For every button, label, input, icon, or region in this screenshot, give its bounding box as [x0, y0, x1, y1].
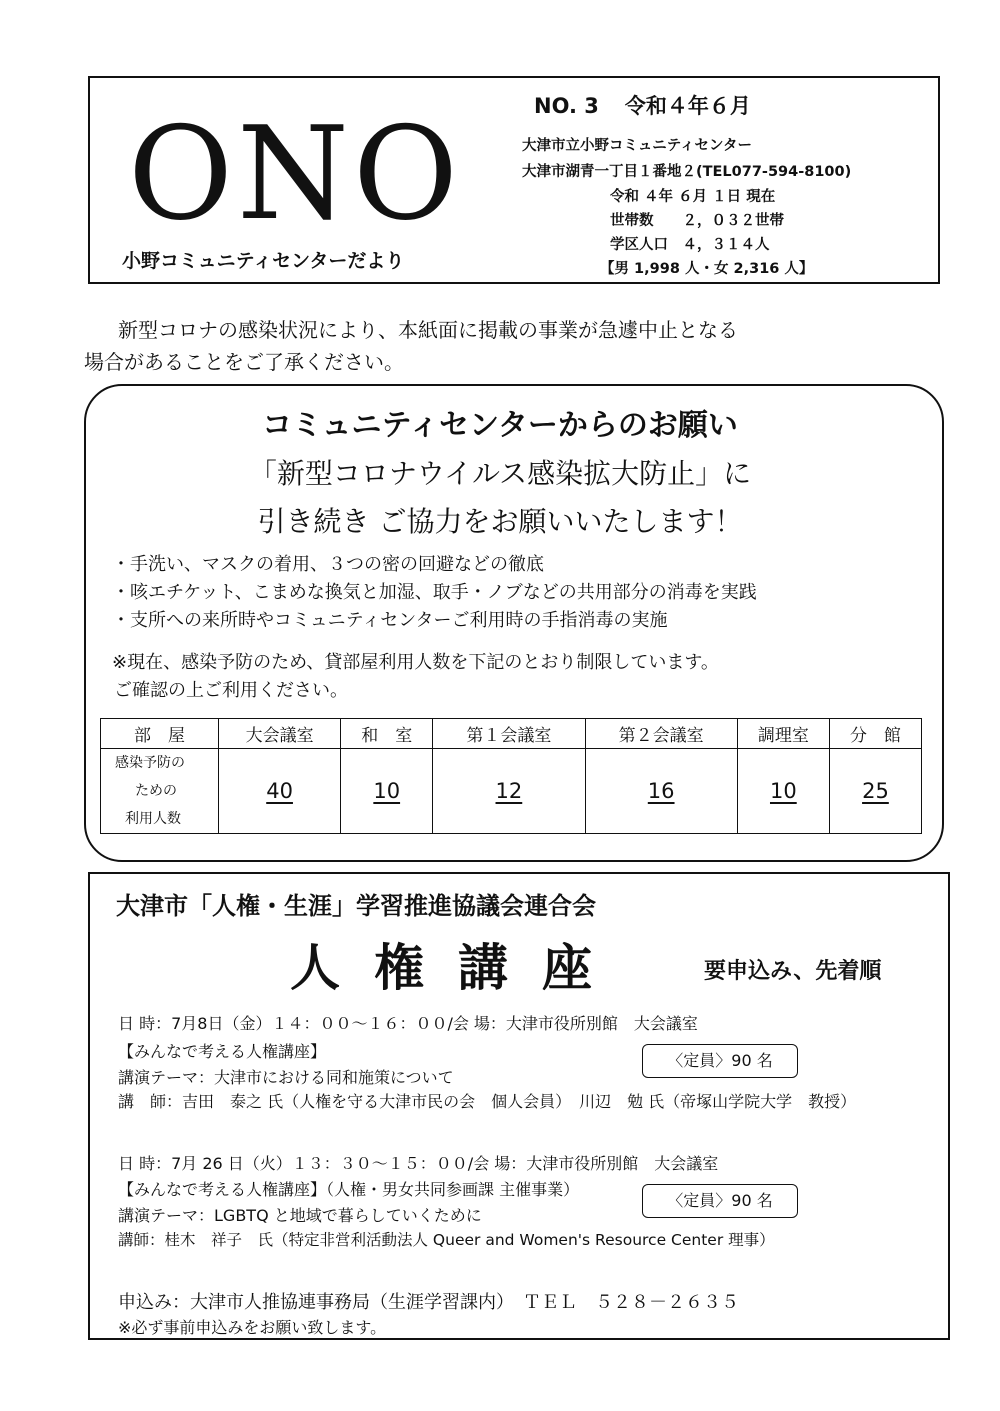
session1-datetime: 日 時：7月8日（金）１４：００～１６：００/会 場：大津市役所別館 大会議室 — [118, 1014, 698, 1033]
table-header-cell: 和 室 — [341, 719, 433, 749]
request-line-2: 引き続き ご協力をお願いいたします！ — [257, 505, 743, 538]
bullet-hand-washing: ・手洗い、マスクの着用、３つの密の回避などの徹底 — [112, 554, 544, 575]
row-label-line: 感染予防の — [115, 755, 185, 771]
notice-line-1: 新型コロナの感染状況により、本紙面に掲載の事業が急遽中止となる — [118, 318, 738, 342]
table-header-cell: 第１会議室 — [433, 719, 585, 749]
bullet-cough-etiquette: ・咳エチケット、こまめな換気と加湿、取手・ノブなどの共用部分の消毒を実践 — [112, 582, 757, 603]
issue-date: 令和４年６月 — [624, 94, 751, 118]
center-address: 大津市湖青一丁目１番地２(TEL077-594-8100) — [522, 164, 852, 180]
notice-line-2: 場合があることをご了承ください。 — [84, 350, 404, 374]
application-contact: 申込み：大津市人推協連事務局（生涯学習課内） ＴＥＬ ５２８－２６３５ — [118, 1292, 739, 1313]
table-row — [101, 749, 922, 834]
table-header-cell: 大会議室 — [219, 719, 341, 749]
issue-info — [534, 90, 777, 120]
application-note: ※必ず事前申込みをお願い致します。 — [118, 1318, 387, 1337]
session2-datetime: 日 時：7月 26 日（火）１３：３０～１５：００/会 場：大津市役所別館 大会議室 — [118, 1154, 719, 1173]
session2-capacity: 〈定員〉90 名 — [642, 1184, 798, 1218]
table-header-cell: 分 館 — [829, 719, 921, 749]
table-cell: 16 — [585, 749, 737, 834]
row-label-line: 利用人数 — [125, 811, 181, 827]
table-row-label — [101, 749, 219, 834]
newsletter-subtitle: 小野コミュニティセンターだより — [122, 250, 405, 272]
room-limit-note: ※現在、感染予防のため、貸部屋利用人数を下記のとおり制限しています。 — [112, 652, 719, 673]
center-name: 大津市立小野コミュニティセンター — [522, 138, 752, 154]
session2-lecturer: 講師：桂木 祥子 氏（特定非営利活動法人 Queer and Women's Resource Center 理事） — [118, 1231, 775, 1249]
newsletter-logo: ONO — [128, 100, 462, 249]
table-cell: 25 — [829, 749, 921, 834]
households-count: 世帯数 ２，０３２世帯 — [610, 213, 784, 229]
table-cell: 40 — [219, 749, 341, 834]
table-header-row — [101, 719, 922, 749]
session1-name: 【みんなで考える人権講座】 — [118, 1042, 327, 1061]
table-cell: 12 — [433, 749, 585, 834]
session2-name: 【みんなで考える人権講座】（人権・男女共同参画課 主催事業） — [118, 1180, 580, 1199]
request-line-1: 「新型コロナウイルス感染拡大防止」に — [248, 457, 752, 490]
lecture-organizer: 大津市「人権・生涯」学習推進協議会連合会 — [116, 892, 596, 920]
table-header-cell: 部 屋 — [101, 719, 219, 749]
row-label-line: ための — [135, 783, 177, 799]
issue-number: NO. 3 — [534, 94, 599, 118]
session1-lecturer: 講 師：吉田 泰之 氏（人権を守る大津市民の会 個人会員） 川辺 勉 氏（帝塚山学院大学 教授） — [118, 1092, 857, 1111]
session1-capacity: 〈定員〉90 名 — [642, 1044, 798, 1078]
bullet-hand-sanitizing: ・支所への来所時やコミュニティセンターご利用時の手指消毒の実施 — [112, 610, 668, 631]
registration-badge: 要申込み、先着順 — [704, 959, 882, 984]
table-cell: 10 — [341, 749, 433, 834]
population-breakdown: 【男 1,998 人・女 2,316 人】 — [600, 261, 814, 277]
room-capacity-table — [100, 718, 922, 834]
request-title: コミュニティセンターからのお願い — [262, 408, 738, 443]
table-cell: 10 — [737, 749, 829, 834]
lecture-title: 人権講座 — [290, 939, 626, 997]
population-count: 学区人口 ４，３１４人 — [610, 237, 770, 253]
room-limit-note-2: ご確認の上ご利用ください。 — [114, 680, 348, 701]
table-header-cell: 第２会議室 — [585, 719, 737, 749]
session1-theme: 講演テーマ：大津市における同和施策について — [118, 1068, 454, 1087]
stats-date: 令和 ４年 ６月 １日 現在 — [610, 189, 776, 205]
session2-theme: 講演テーマ：LGBTQ と地域で暮らしていくために — [118, 1206, 482, 1225]
table-header-cell: 調理室 — [737, 719, 829, 749]
